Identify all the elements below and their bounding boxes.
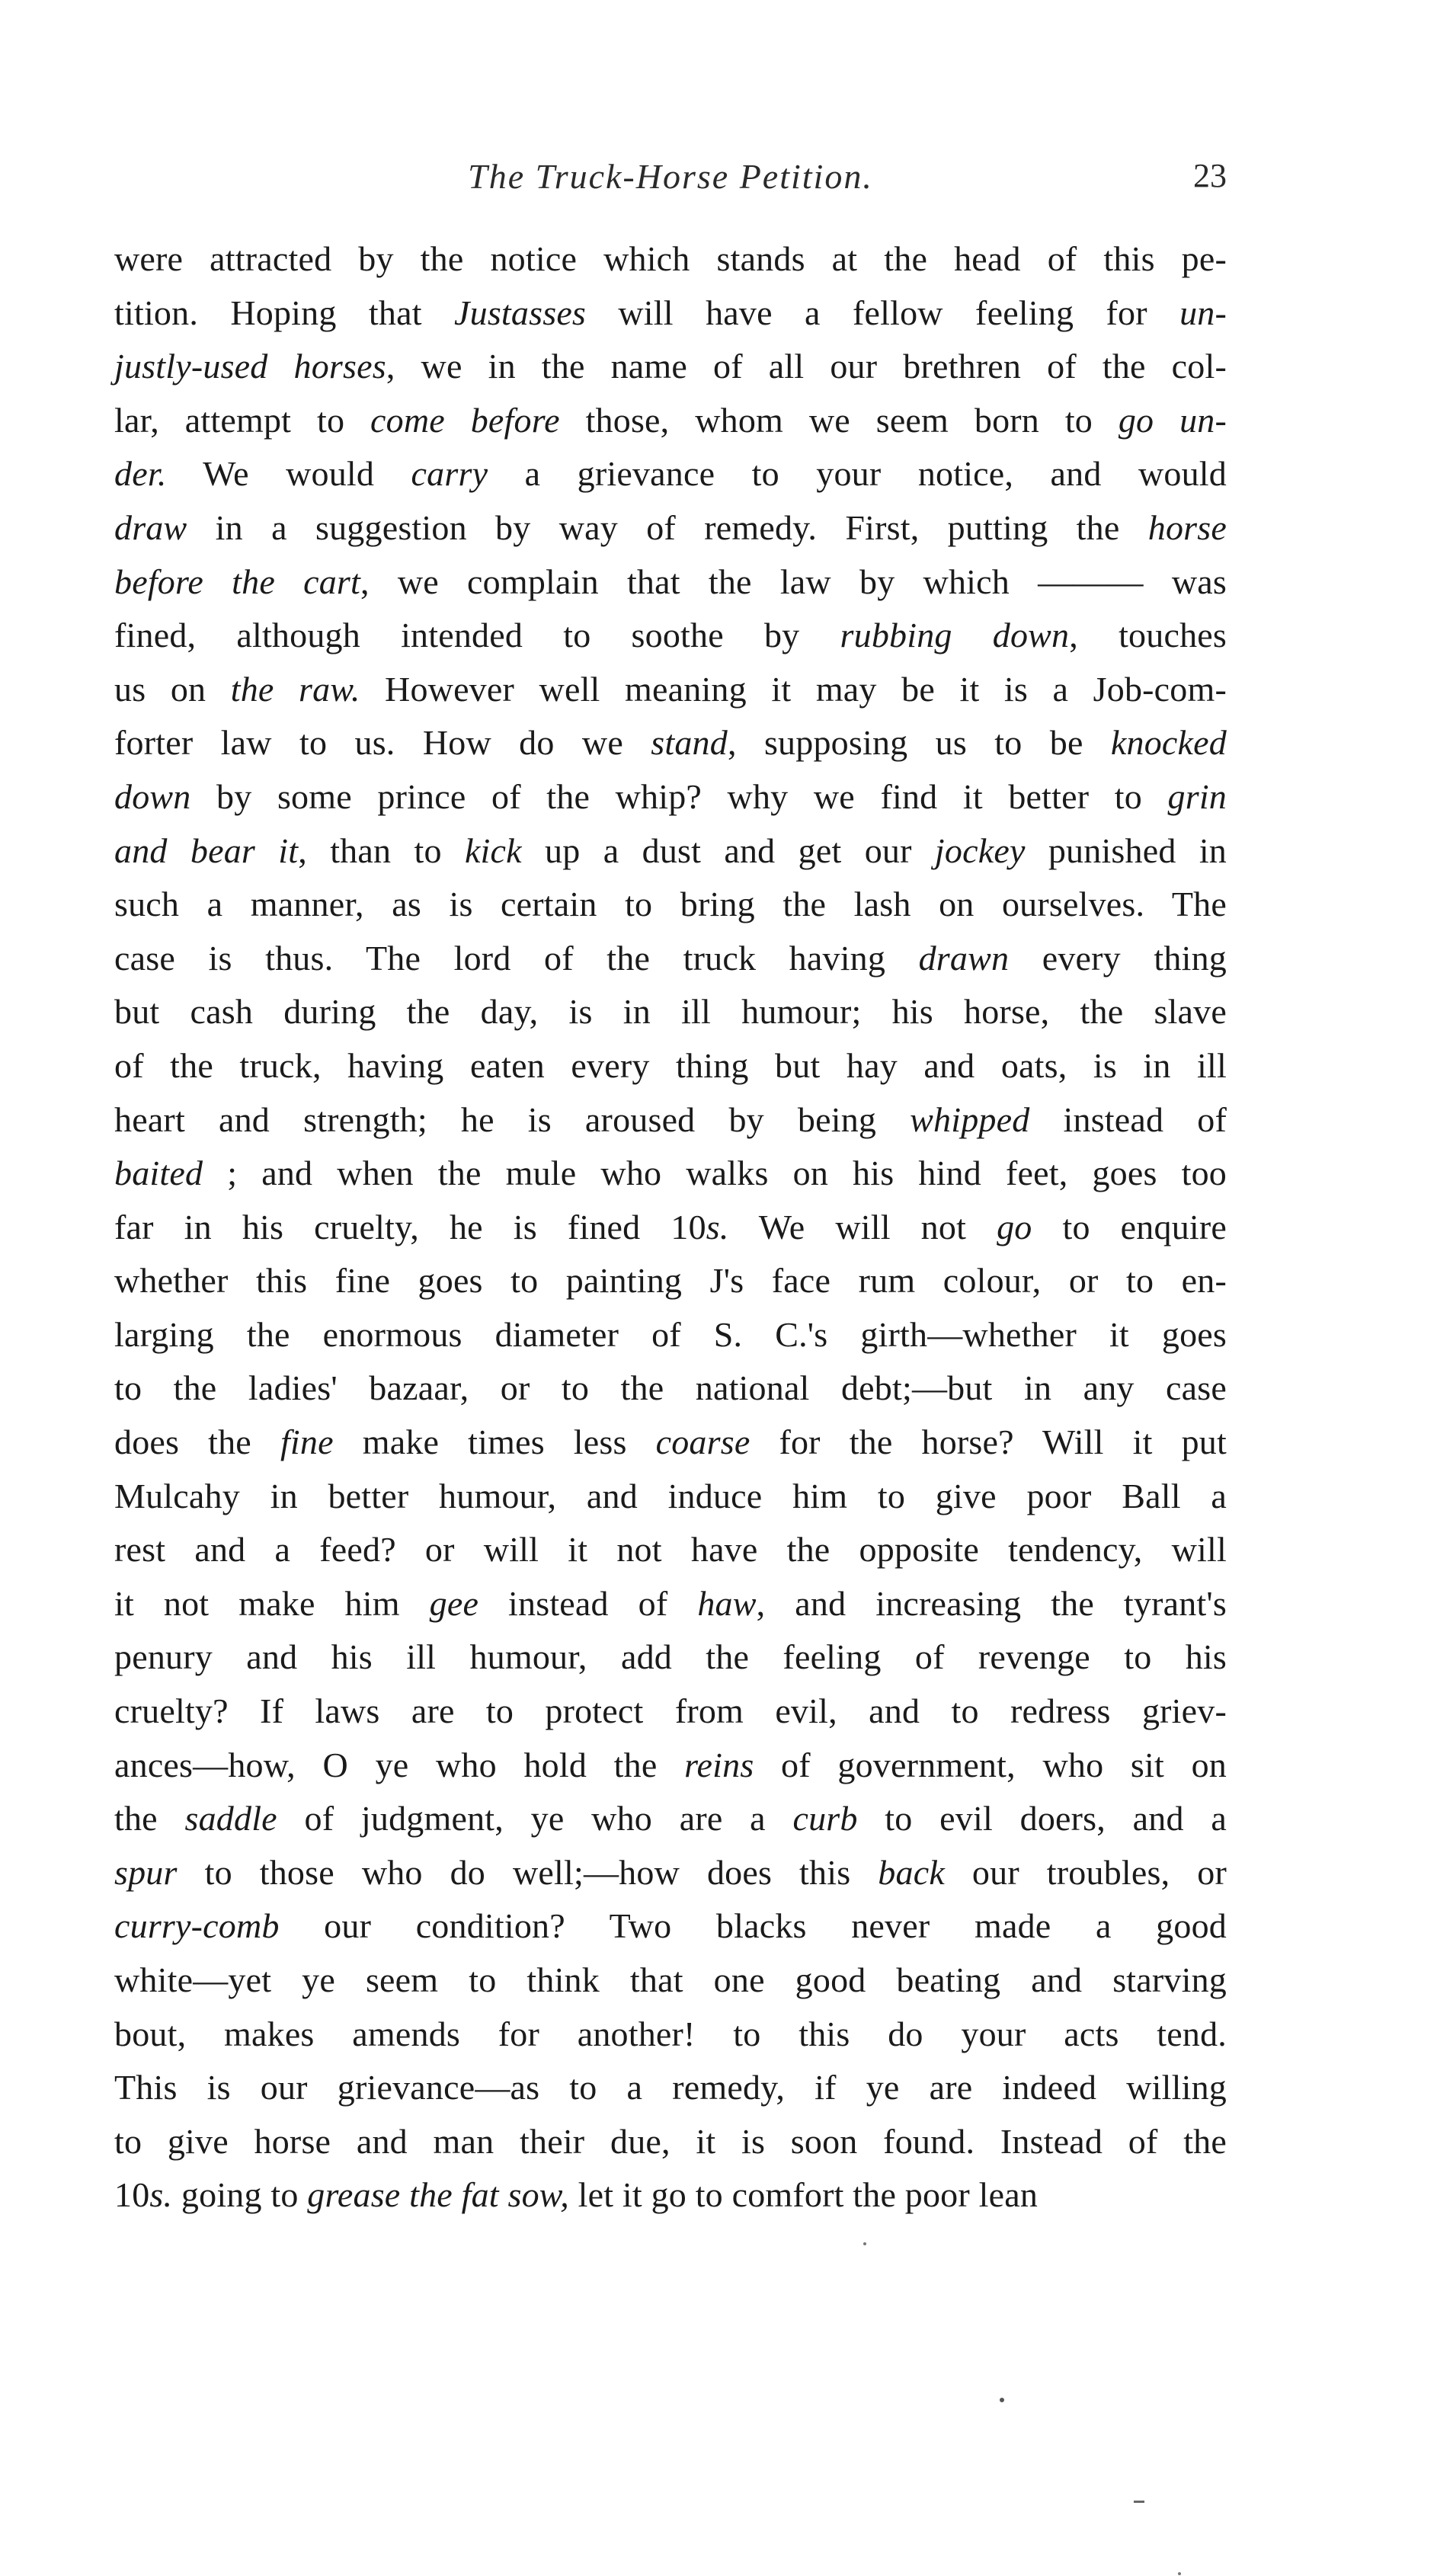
text-line (114, 1954, 1227, 2008)
text-line (114, 2008, 1227, 2062)
text-line (114, 1792, 1227, 1846)
italic-text: before the cart (114, 562, 360, 601)
text-run: by some prince of the whip? why we find it better to (190, 776, 1168, 816)
text-line (114, 340, 1227, 394)
text-run: to the ladies' bazaar, or to the national debt;—but in any case (114, 1368, 1227, 1408)
italic-text: grin (1167, 776, 1227, 816)
ink-speck (1178, 2572, 1181, 2575)
text-run: of judgment, ye who are a (277, 1799, 793, 1838)
text-line (114, 609, 1227, 663)
italic-text: horse (1147, 507, 1227, 547)
text-run: Mulcahy in better humour, and induce him to give poor Ball a (114, 1476, 1227, 1515)
text-run: bout, makes amends for another! to this do your acts tend. (114, 2014, 1227, 2053)
text-line (114, 2061, 1227, 2115)
text-run: instead of (478, 1583, 698, 1623)
italic-text: down (114, 776, 191, 816)
text-line (114, 1846, 1227, 1900)
text-line (114, 1899, 1227, 1954)
text-line (114, 232, 1227, 286)
text-run: such a manner, as is certain to bring the lash on ourselves. The (114, 885, 1227, 924)
text-run: does the (114, 1422, 280, 1462)
text-run: forter law to us. How do we (114, 723, 651, 763)
text-line (114, 1254, 1227, 1308)
text-line (114, 1039, 1227, 1093)
text-run: , touches (1069, 616, 1227, 655)
text-line (114, 1577, 1227, 1631)
italic-text: baited (114, 1154, 203, 1193)
italic-text: justly-used horses (114, 347, 386, 386)
text-run: let it go to comfort the poor lean (568, 2175, 1039, 2215)
ink-speck (1000, 2398, 1004, 2402)
text-run: heart and strength; he is aroused by being (114, 1099, 911, 1139)
text-run: , than to (298, 830, 465, 870)
text-run: penury and his ill humour, add the feeling of revenge to his (114, 1637, 1227, 1677)
text-run: of government, who sit on (754, 1745, 1227, 1784)
text-run: to evil doers, and a (857, 1799, 1227, 1838)
text-run: of the truck, having eaten every thing but hay and oats, is in ill (114, 1045, 1227, 1085)
text-run: to those who do well;—how does this (177, 1852, 879, 1892)
text-run: to enquire (1032, 1207, 1227, 1246)
text-run: punished in (1025, 830, 1227, 870)
text-run: , we complain that the law by which ——— was (360, 562, 1227, 601)
text-run: in a suggestion by way of remedy. First, putting the (187, 507, 1148, 547)
text-run: every thing (1009, 938, 1227, 978)
italic-text: Justasses (454, 293, 587, 332)
text-line (114, 1523, 1227, 1577)
text-run: This is our grievance—as to a remedy, if ye are indeed willing (114, 2068, 1227, 2107)
text-run: ; and when the mule who walks on his hind feet, goes too (203, 1154, 1227, 1193)
text-line (114, 824, 1227, 878)
text-line (114, 1416, 1227, 1470)
text-line (114, 1308, 1227, 1362)
italic-text: carry (411, 454, 488, 494)
text-line (114, 1147, 1227, 1201)
text-line (114, 1093, 1227, 1147)
running-title: The Truck-Horse Petition. (468, 157, 873, 196)
text-run: , we in the name of all our brethren of the col- (386, 347, 1227, 386)
text-run: a grievance to your notice, and would (488, 454, 1227, 494)
italic-text: fine (280, 1422, 334, 1462)
italic-text: un- (1179, 293, 1227, 332)
italic-text: and bear it (114, 830, 299, 870)
text-run: instead of (1029, 1099, 1227, 1139)
italic-text: back (878, 1852, 945, 1892)
text-run: We would (166, 454, 411, 494)
text-run: whether this fine goes to painting J's face rum colour, or to en- (114, 1261, 1227, 1301)
body-text (114, 232, 1227, 2222)
text-line (114, 985, 1227, 1039)
italic-text: haw (697, 1583, 757, 1623)
text-run: , supposing us to be (727, 723, 1111, 763)
text-run: 10 (114, 2175, 150, 2215)
italic-text: drawn (918, 938, 1010, 978)
ink-speck (863, 2242, 866, 2245)
text-run: for the horse? Will it put (750, 1422, 1227, 1462)
text-line (114, 770, 1227, 824)
text-line (114, 1362, 1227, 1416)
text-run: However well meaning it may be it is a Job-com- (360, 669, 1227, 709)
italic-text: curry-comb (114, 1906, 280, 1946)
text-run: those, whom we seem born to (559, 400, 1119, 440)
italic-text: curb (792, 1799, 858, 1838)
running-head (114, 156, 1227, 202)
text-line (114, 1685, 1227, 1739)
text-line (114, 2115, 1227, 2169)
italic-text: stand (651, 723, 728, 763)
text-run: fined, although intended to soothe by (114, 616, 840, 655)
italic-text: whipped (910, 1099, 1030, 1139)
text-line (114, 716, 1227, 770)
text-run: rest and a feed? or will it not have the opposite tendency, will (114, 1530, 1227, 1570)
italic-text: the raw. (230, 669, 360, 709)
text-run: it not make him (114, 1583, 430, 1623)
text-run: white—yet ye seem to think that one good beating and starving (114, 1960, 1227, 1999)
text-line (114, 501, 1227, 555)
italic-text: gee (429, 1583, 479, 1623)
text-run: us on (114, 669, 231, 709)
text-run: far in his cruelty, he is fined 10 (114, 1207, 706, 1246)
text-run: our troubles, or (944, 1852, 1227, 1892)
text-run: tition. Hoping that (114, 293, 455, 332)
text-line (114, 2168, 1227, 2222)
text-run: , and increasing the tyrant's (756, 1583, 1227, 1623)
italic-text: s. (706, 1207, 729, 1246)
text-run: were attracted by the notice which stands at the head of this pe- (114, 239, 1227, 278)
italic-text: reins (684, 1745, 754, 1784)
text-line (114, 878, 1227, 932)
text-line (114, 1201, 1227, 1255)
text-run: ances—how, O ye who hold the (114, 1745, 685, 1784)
italic-text: der. (114, 454, 167, 494)
italic-text: jockey (934, 830, 1026, 870)
text-run: the (114, 1799, 185, 1838)
text-run: We will not (728, 1207, 997, 1246)
text-run: will have a fellow feeling for (586, 293, 1180, 332)
italic-text: grease the fat sow, (307, 2175, 569, 2215)
text-run: going to (172, 2175, 308, 2215)
text-run: our condition? Two blacks never made a good (279, 1906, 1227, 1946)
italic-text: come before (370, 400, 560, 440)
text-run: up a dust and get our (521, 830, 935, 870)
text-run: but cash during the day, is in ill humour; his horse, the slave (114, 992, 1227, 1032)
italic-text: knocked (1110, 723, 1227, 763)
italic-text: coarse (655, 1422, 751, 1462)
italic-text: rubbing down (840, 616, 1070, 655)
page-number: 23 (1193, 157, 1227, 194)
text-line (114, 1739, 1227, 1793)
italic-text: go un- (1118, 400, 1227, 440)
text-line (114, 1630, 1227, 1685)
text-line (114, 555, 1227, 610)
text-run: make times less (333, 1422, 656, 1462)
italic-text: spur (114, 1852, 178, 1892)
text-line (114, 932, 1227, 986)
text-run: to give horse and man their due, it is soon found. Instead of the (114, 2121, 1227, 2161)
italic-text: s. (149, 2175, 173, 2215)
text-run: case is thus. The lord of the truck having (114, 938, 919, 978)
text-line (114, 663, 1227, 717)
italic-text: draw (114, 507, 187, 547)
text-run: larging the enormous diameter of S. C.'s girth—whether it goes (114, 1314, 1227, 1354)
text-line (114, 447, 1227, 501)
text-run: cruelty? If laws are to protect from evil, and to redress griev- (114, 1691, 1227, 1731)
text-line (114, 286, 1227, 341)
italic-text: saddle (184, 1799, 277, 1838)
text-line (114, 394, 1227, 448)
text-line (114, 1470, 1227, 1524)
ink-speck (1134, 2501, 1144, 2503)
italic-text: kick (464, 830, 522, 870)
italic-text: go (997, 1207, 1032, 1246)
text-run: lar, attempt to (114, 400, 371, 440)
